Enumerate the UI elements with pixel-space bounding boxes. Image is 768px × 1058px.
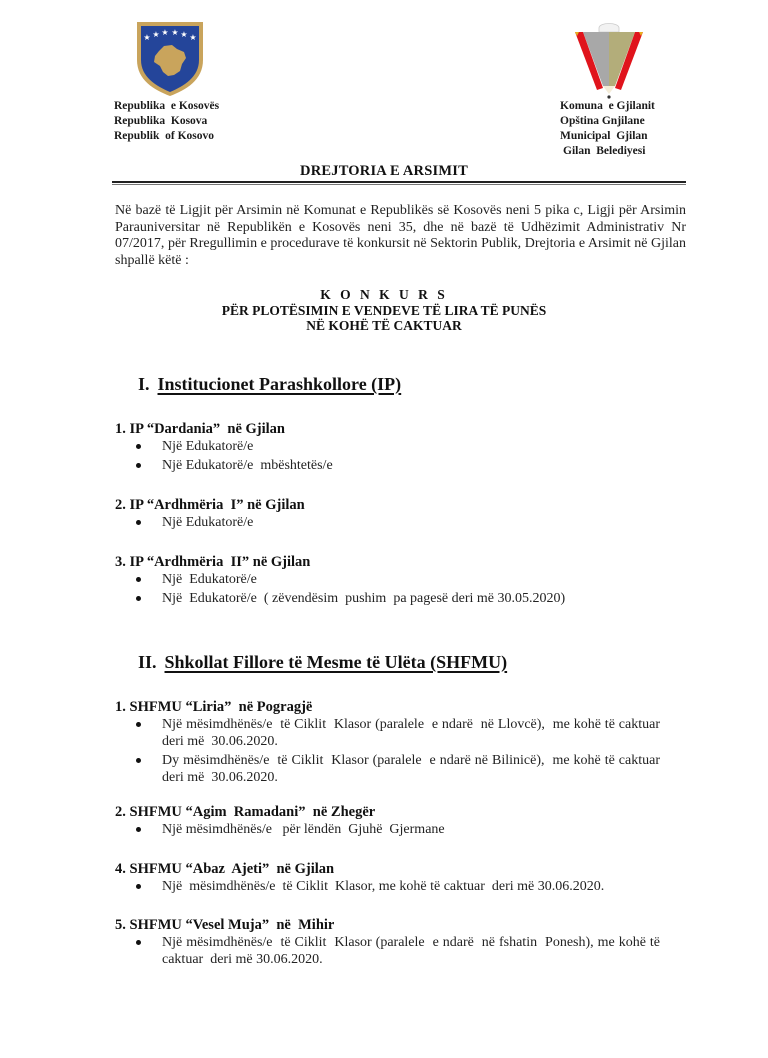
bullet-icon xyxy=(136,827,141,832)
bullet-icon xyxy=(136,884,141,889)
section-heading-schools xyxy=(138,651,507,673)
republic-name-sq: Republika e Kosovës xyxy=(114,100,220,112)
bullet-icon xyxy=(136,596,141,601)
list-item: Një Edukatorë/e mbështetës/e xyxy=(115,457,660,474)
institution-title: 1. SHFMU “Liria” në Pogragjë xyxy=(115,699,313,715)
institution-block xyxy=(115,496,660,533)
section-title: Institucionet Parashkollore (IP) xyxy=(157,374,402,394)
institution-title: 5. SHFMU “Vesel Muja” në Mihir xyxy=(115,917,335,933)
list-item: Një mësimdhënës/e të Ciklit Klasor (paralele e ndarë në fshatin Ponesh), me kohë të caktuar deri më 30.06.2020. xyxy=(115,934,660,968)
section-number: II. xyxy=(138,652,157,672)
institution-title: 3. IP “Ardhmëria II” në Gjilan xyxy=(115,554,311,570)
bullet-icon xyxy=(136,444,141,449)
list-item: Një Edukatorë/e ( zëvendësim pushim pa pagesë deri më 30.05.2020) xyxy=(115,590,660,607)
section-number: I. xyxy=(138,374,150,394)
directorate-title: DREJTORIA E ARSIMIT xyxy=(300,163,468,179)
header-divider xyxy=(112,181,686,183)
institution-title: 1. IP “Dardania” në Gjilan xyxy=(115,421,285,437)
bullet-icon xyxy=(136,577,141,582)
bullet-icon xyxy=(136,758,141,763)
bullet-icon xyxy=(136,940,141,945)
list-item: Dy mësimdhënës/e të Ciklit Klasor (paralele e ndarë në Bilinicë), me kohë të caktuar deri më 30.06.2020. xyxy=(115,752,660,786)
list-item: Një Edukatorë/e xyxy=(115,514,660,531)
institution-block xyxy=(115,916,664,970)
header-divider-thin xyxy=(112,184,686,185)
municipality-name-sr: Opština Gnjilane xyxy=(560,115,645,127)
institution-title: 2. IP “Ardhmëria I” në Gjilan xyxy=(115,497,305,513)
section-title: Shkollat Fillore të Mesme të Ulëta (SHFMU) xyxy=(164,652,508,672)
svg-text:★: ★ xyxy=(161,28,169,37)
institution-title: 4. SHFMU “Abaz Ajeti” në Gjilan xyxy=(115,861,335,877)
svg-text:★: ★ xyxy=(189,33,197,42)
list-item: Një mësimdhënës/e të Ciklit Klasor, me kohë të caktuar deri më 30.06.2020. xyxy=(115,878,660,895)
bullet-icon xyxy=(136,722,141,727)
konkurs-title: K O N K U R S xyxy=(320,287,448,302)
list-item: Një mësimdhënës/e për lëndën Gjuhë Gjermane xyxy=(115,821,660,838)
konkurs-subtitle-2: NË KOHË TË CAKTUAR xyxy=(306,318,462,333)
list-item: Një Edukatorë/e xyxy=(115,571,660,588)
svg-text:★: ★ xyxy=(143,33,151,42)
municipality-name-en: Municipal Gjilan xyxy=(560,130,648,142)
institution-block xyxy=(115,698,667,788)
emblem-icon xyxy=(573,20,645,100)
institution-block xyxy=(115,803,660,840)
intro-paragraph: Në bazë të Ligjit për Arsimin në Komunat e Republikës së Kosovës neni 5 pika c, Ligji për Arsimin Parauniversitar në Republikën e Kosovës neni 35, dhe në bazë të Udhëzimit Administrativ Nr 07/2017, për Rregullimin e procedurave të konkursit në Sektorin Publik, Drejtoria e Arsimit në Gjilan shpallë këtë : xyxy=(115,203,686,268)
municipality-name-sq: Komuna e Gjilanit xyxy=(560,100,655,112)
konkurs-heading xyxy=(0,287,768,334)
kosovo-coat-of-arms-logo xyxy=(134,18,206,98)
list-item: Një Edukatorë/e xyxy=(115,438,660,455)
section-heading-preschool xyxy=(138,373,401,395)
svg-text:★: ★ xyxy=(171,28,179,37)
municipality-name-tr: Gilan Belediyesi xyxy=(563,145,646,157)
institution-block xyxy=(115,860,660,897)
institution-title: 2. SHFMU “Agim Ramadani” në Zhegër xyxy=(115,804,376,820)
bullet-icon xyxy=(136,463,141,468)
gjilan-emblem-logo xyxy=(573,20,645,100)
shield-icon xyxy=(134,18,206,98)
right-header-text xyxy=(560,99,655,159)
list-item: Një mësimdhënës/e të Ciklit Klasor (paralele e ndarë në Llovcë), me kohë të caktuar deri më 30.06.2020. xyxy=(115,716,660,750)
konkurs-subtitle: PËR PLOTËSIMIN E VENDEVE TË LIRA TË PUNËS xyxy=(221,302,547,318)
bullet-icon xyxy=(136,520,141,525)
svg-text:★: ★ xyxy=(180,30,188,39)
institution-block xyxy=(115,420,660,476)
institution-block xyxy=(115,553,660,609)
svg-text:★: ★ xyxy=(152,30,160,39)
republic-name-en: Republik of Kosovo xyxy=(114,130,215,142)
left-header-text xyxy=(114,99,219,144)
republic-name-sr: Republika Kosova xyxy=(114,115,208,127)
